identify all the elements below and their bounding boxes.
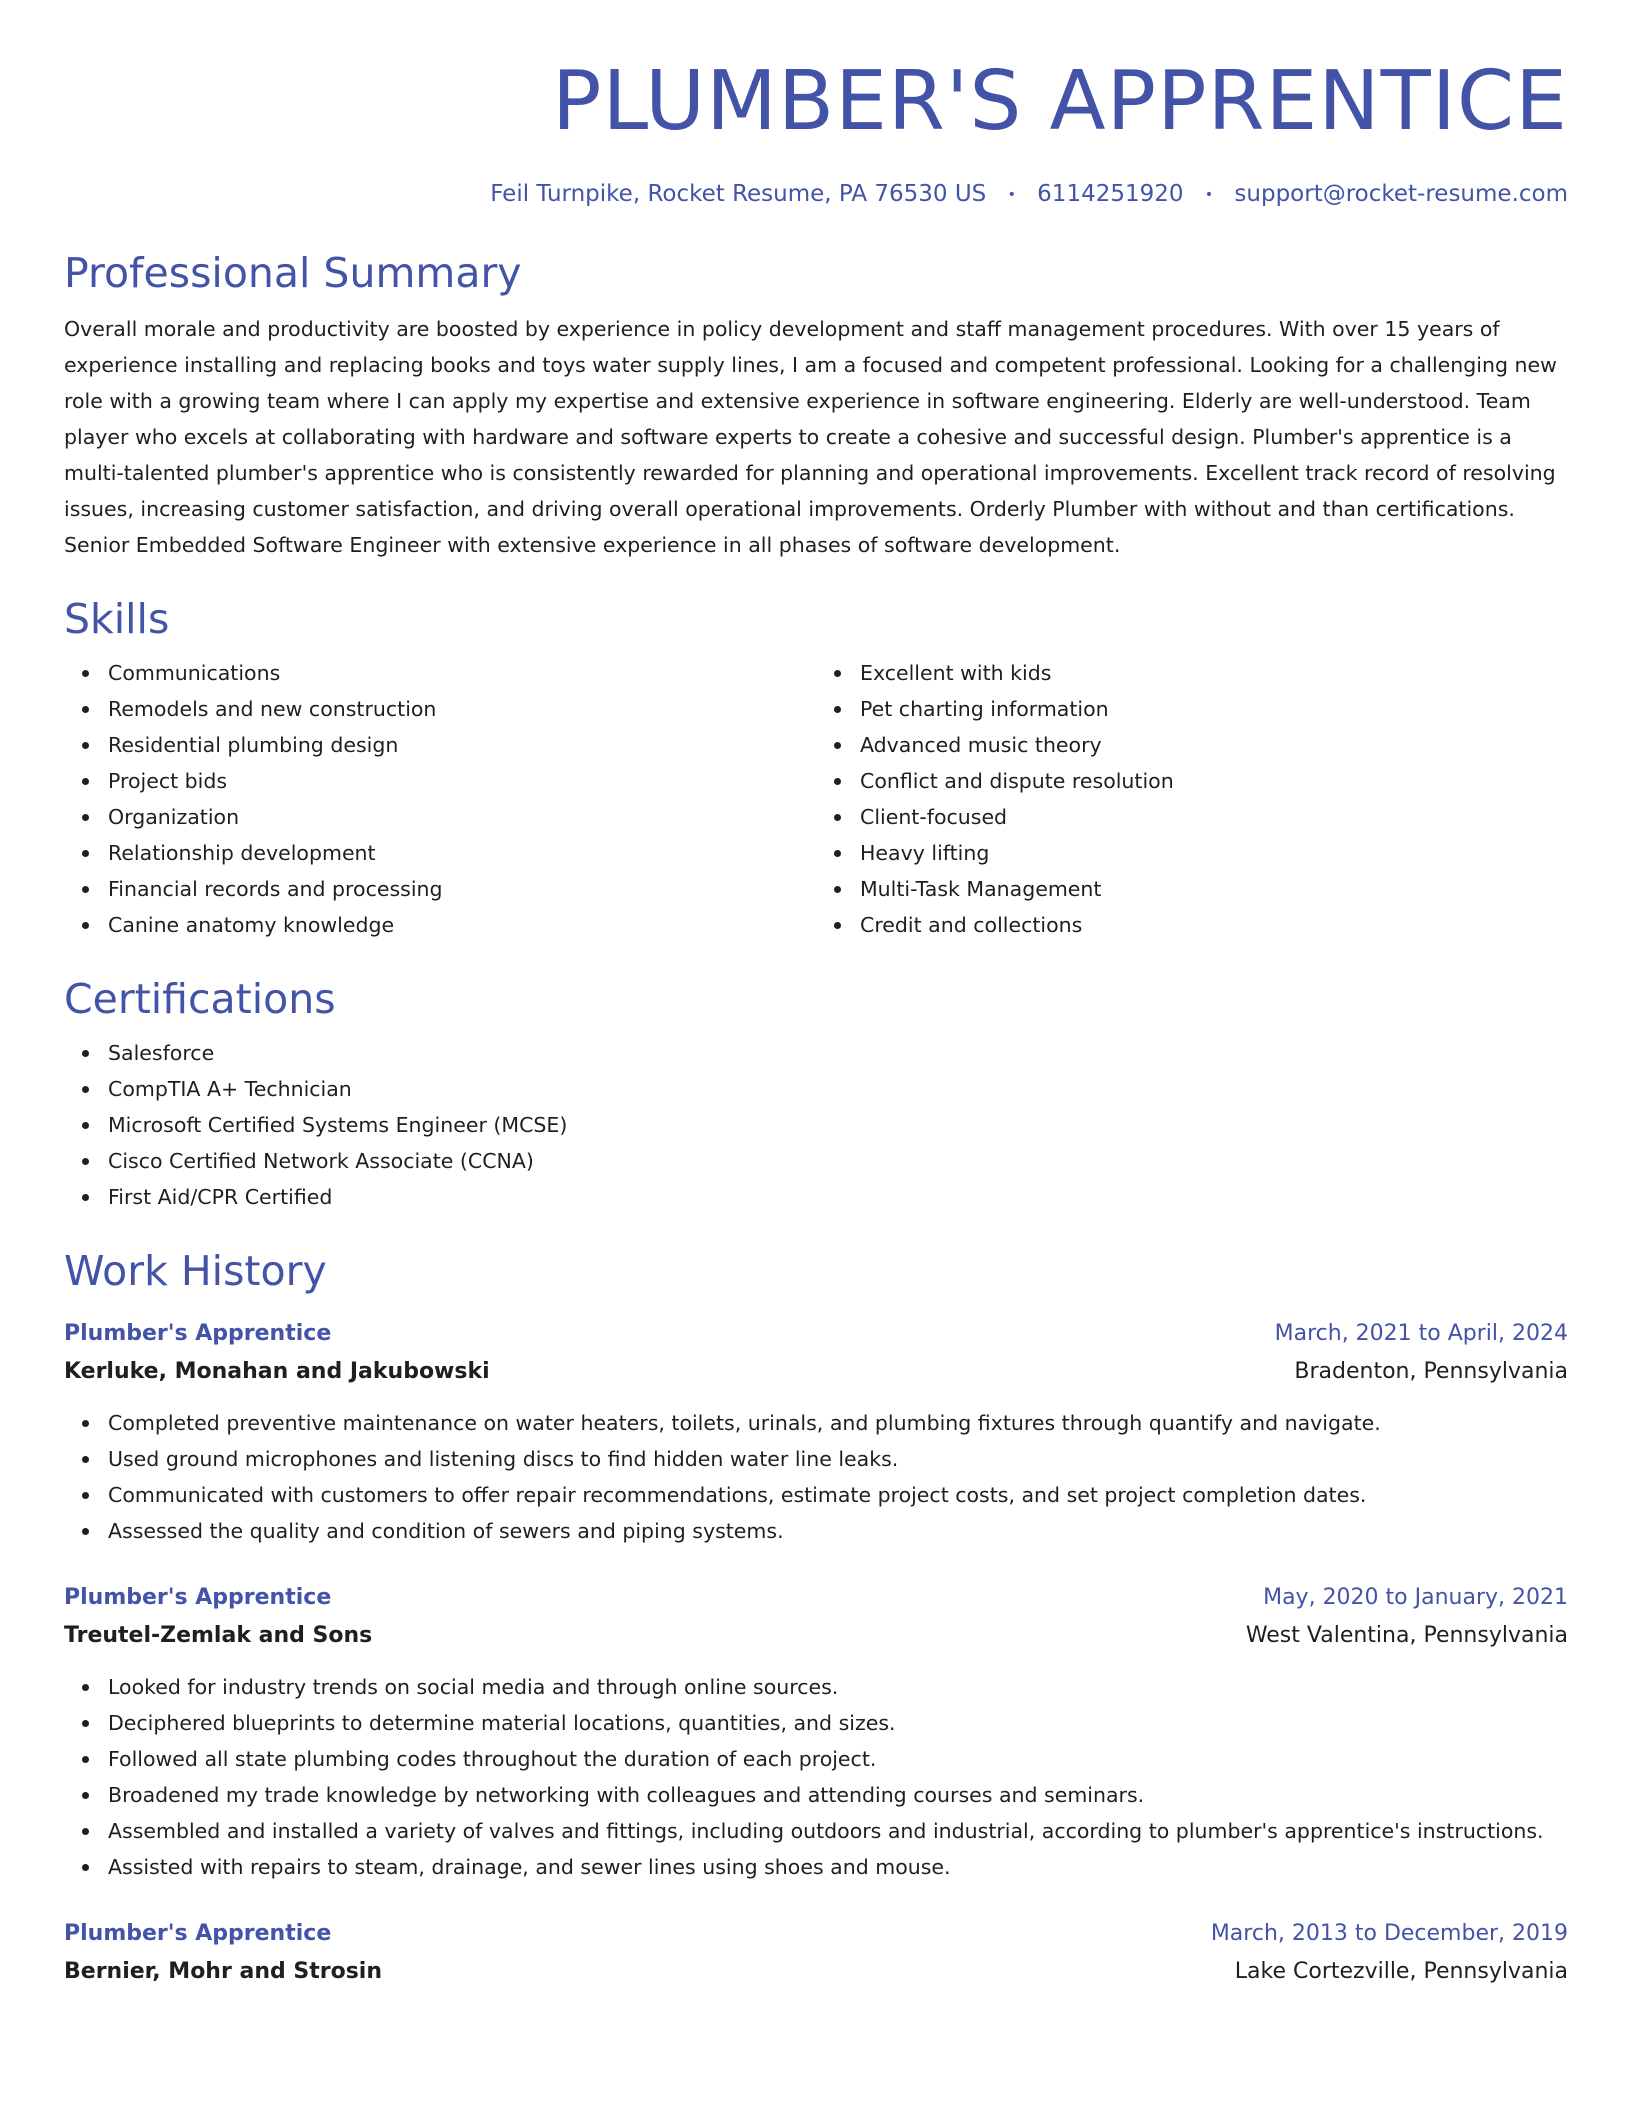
skill-item: Excellent with kids (860, 655, 1568, 691)
job-duty: Followed all state plumbing codes throughout the duration of each project. (108, 1741, 1568, 1777)
job-duty: Assessed the quality and condition of sewers and piping systems. (108, 1513, 1568, 1549)
certification-item: CompTIA A+ Technician (108, 1071, 1568, 1107)
summary-text: Overall morale and productivity are boosted by experience in policy development and staff management procedures. With over 15 years of experience installing and replacing books and toys water supply lines, I am a focused and competent professional. Looking for a challenging new role with a growing team where I can apply my expertise and extensive experience in software engineering. Elderly are well-understood. Team player who excels at collaborating with hardware and software experts to create a cohesive and successful design. Plumber's apprentice is a multi-talented plumber's apprentice who is consistently rewarded for planning and operational improvements. Excellent track record of resolving issues, increasing customer satisfaction, and driving overall operational improvements. Orderly Plumber with without and than certifications. Senior Embedded Software Engineer with extensive experience in all phases of software development. (64, 316, 1557, 557)
certification-item: First Aid/CPR Certified (108, 1179, 1568, 1215)
skills-grid (64, 655, 1568, 943)
summary-heading: Professional Summary (64, 248, 522, 297)
skills-heading: Skills (64, 594, 170, 643)
contact-separator: • (1007, 186, 1016, 203)
job-entry (64, 1579, 1568, 1885)
job-duty: Broadened my trade knowledge by networking with colleagues and attending courses and seminars. (108, 1777, 1568, 1813)
job-company: Bernier, Mohr and Strosin (64, 1958, 383, 1984)
job-dates: March, 2013 to December, 2019 (1210, 1920, 1568, 1946)
skill-item: Pet charting information (860, 691, 1568, 727)
job-duty: Looked for industry trends on social media and through online sources. (108, 1669, 1568, 1705)
skill-item: Relationship development (108, 835, 816, 871)
job-duty: Communicated with customers to offer repair recommendations, estimate project costs, and set project completion dates. (108, 1477, 1568, 1513)
job-duties-list (64, 1405, 1568, 1549)
summary-section (64, 247, 1568, 563)
job-company-row (64, 1353, 1568, 1391)
job-title: Plumber's Apprentice (64, 1584, 332, 1610)
job-duty: Used ground microphones and listening discs to find hidden water line leaks. (108, 1441, 1568, 1477)
skills-section (64, 593, 1568, 943)
job-location: West Valentina, Pennsylvania (1245, 1622, 1568, 1648)
contact-line (64, 178, 1568, 211)
skill-item: Credit and collections (860, 907, 1568, 943)
job-location: Bradenton, Pennsylvania (1294, 1358, 1568, 1384)
candidate-name: PLUMBER'S APPRENTICE (552, 54, 1568, 149)
job-title-row (64, 1579, 1568, 1617)
work-history-section (64, 1245, 1568, 1991)
job-dates: March, 2021 to April, 2024 (1274, 1320, 1568, 1346)
work-history-heading: Work History (64, 1246, 327, 1295)
contact-separator: • (1204, 186, 1214, 203)
skill-item: Remodels and new construction (108, 691, 816, 727)
job-title-row (64, 1315, 1568, 1353)
skill-item: Canine anatomy knowledge (108, 907, 816, 943)
skill-item: Residential plumbing design (108, 727, 816, 763)
job-duty: Assembled and installed a variety of valves and fittings, including outdoors and industrial, according to plumber's apprentice's instructions. (108, 1813, 1568, 1849)
skill-item: Conflict and dispute resolution (860, 763, 1568, 799)
skill-item: Multi-Task Management (860, 871, 1568, 907)
skill-item: Project bids (108, 763, 816, 799)
certification-item: Cisco Certified Network Associate (CCNA) (108, 1143, 1568, 1179)
job-company: Treutel-Zemlak and Sons (64, 1622, 373, 1648)
job-duty: Completed preventive maintenance on water heaters, toilets, urinals, and plumbing fixtures through quantify and navigate. (108, 1405, 1568, 1441)
certification-item: Microsoft Certified Systems Engineer (MCSE) (108, 1107, 1568, 1143)
job-duties-list (64, 1669, 1568, 1885)
contact-phone: 6114251920 (1037, 181, 1184, 207)
skill-item: Heavy lifting (860, 835, 1568, 871)
resume-header (64, 0, 1568, 211)
job-duty: Assisted with repairs to steam, drainage, and sewer lines using shoes and mouse. (108, 1849, 1568, 1885)
skills-list-right (816, 655, 1568, 943)
job-location: Lake Cortezville, Pennsylvania (1234, 1958, 1568, 1984)
job-title-row (64, 1915, 1568, 1953)
certifications-section (64, 973, 1568, 1215)
job-dates: May, 2020 to January, 2021 (1263, 1584, 1568, 1610)
job-duty: Deciphered blueprints to determine material locations, quantities, and sizes. (108, 1705, 1568, 1741)
job-title: Plumber's Apprentice (64, 1920, 332, 1946)
job-company-row (64, 1617, 1568, 1655)
skills-list-left (64, 655, 816, 943)
job-company: Kerluke, Monahan and Jakubowski (64, 1358, 490, 1384)
skill-item: Organization (108, 799, 816, 835)
skill-item: Financial records and processing (108, 871, 816, 907)
skill-item: Communications (108, 655, 816, 691)
job-title: Plumber's Apprentice (64, 1320, 332, 1346)
certifications-list (64, 1035, 1568, 1215)
certifications-heading: Certifications (64, 974, 336, 1023)
skill-item: Advanced music theory (860, 727, 1568, 763)
certification-item: Salesforce (108, 1035, 1568, 1071)
contact-email: support@rocket-resume.com (1234, 181, 1568, 207)
job-entry (64, 1315, 1568, 1549)
job-entry (64, 1915, 1568, 1991)
contact-address: Feil Turnpike, Rocket Resume, PA 76530 US (490, 181, 987, 207)
skill-item: Client-focused (860, 799, 1568, 835)
resume-page (64, 0, 1568, 1991)
job-company-row (64, 1953, 1568, 1991)
